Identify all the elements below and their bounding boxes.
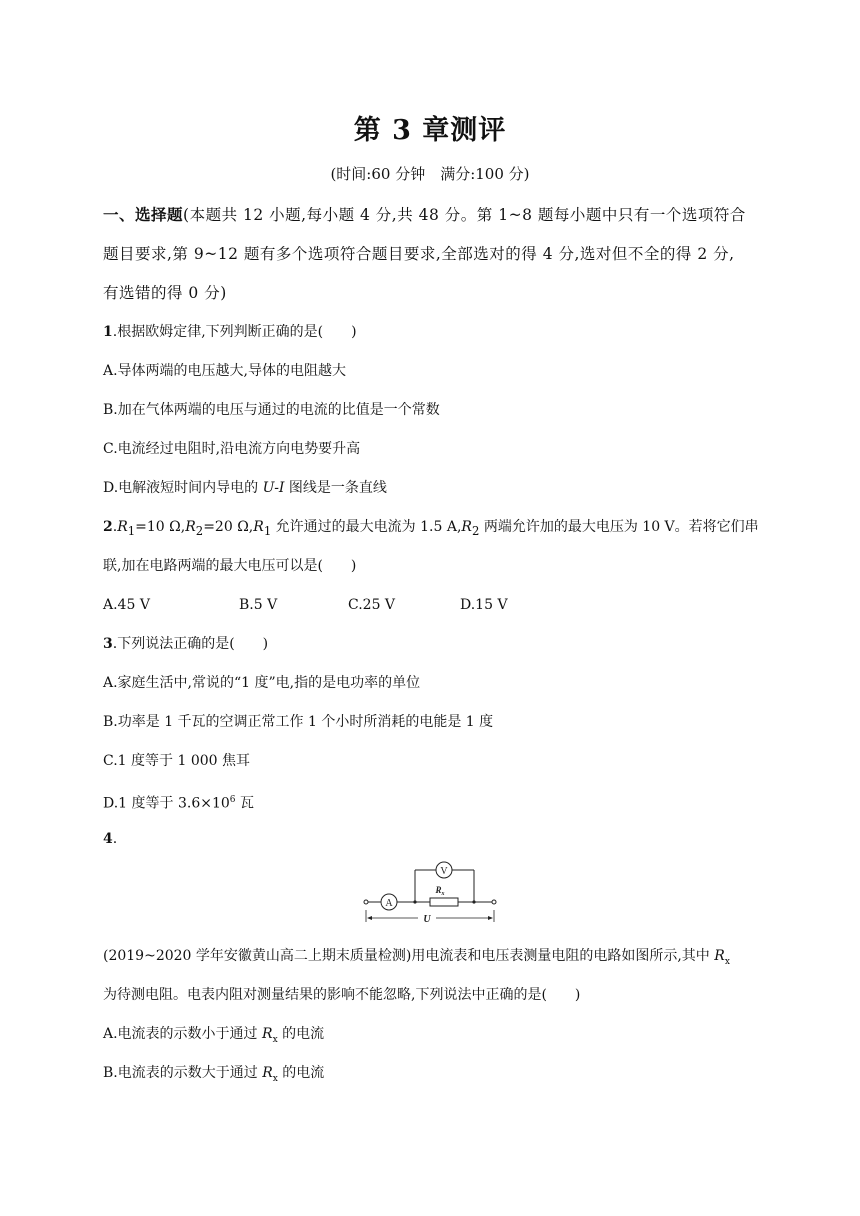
math-variable: R: [117, 519, 128, 535]
math-subscript: 2: [471, 523, 480, 538]
question-text: (2019~2020 学年安徽黄山高二上期末质量检测)用电流表和电压表测量电阻的电路如图所示,其中: [103, 948, 715, 964]
question-1-option-d: [103, 478, 763, 498]
math-superscript: 6: [229, 795, 236, 805]
arrow-left-icon: [367, 916, 372, 920]
question-4-stem-line-2: 为待测电阻。电表内阻对测量结果的影响不能忽略,下列说法中正确的是( ): [103, 987, 581, 1003]
section-instructions-line-3: 有选错的得 0 分): [103, 284, 227, 302]
question-number: 1: [103, 324, 113, 340]
question-text: .: [112, 831, 118, 847]
question-2-stem-line-2: 联,加在电路两端的最大电压可以是( ): [103, 558, 357, 574]
question-3-option-a: A.家庭生活中,常说的“1 度”电,指的是电功率的单位: [103, 675, 421, 691]
question-3-option-c: C.1 度等于 1 000 焦耳: [103, 753, 250, 769]
option-text: B.电流表的示数大于通过: [103, 1065, 263, 1081]
question-2-stem-line-1: $2.R_1=10$ $\Omega,R_2=20$ $\Omega,R_1$ 允许通过的最大电流为 1.5 $A,R_2$ 两端允许加的最大电压为 10 V。若将它们串: [103, 519, 759, 538]
question-3-stem: [103, 634, 763, 654]
math-variable: R: [714, 948, 725, 964]
resistor-label: $R_x$: [435, 885, 445, 897]
question-2-option-d: D.15 V: [460, 597, 508, 613]
section-instructions-line-1: (本题共 12 小题,每小题 4 分,共 48 分。第 1~8 题每小题中只有一个选项符合: [183, 206, 746, 224]
question-1-option-b: B.加在气体两端的电压与通过的电流的比值是一个常数: [103, 402, 440, 418]
section-heading: [103, 205, 763, 225]
question-2-option-b: B.5 V: [239, 597, 278, 613]
math-variable: R: [262, 1026, 273, 1042]
page-subtitle: (时间:60 分钟 满分:100 分): [330, 165, 530, 183]
math-subscript: 1: [127, 523, 136, 538]
resistor-icon: [430, 898, 458, 906]
question-1-option-a: A.导体两端的电压越大,导体的电阻越大: [103, 363, 347, 379]
math-variable: U-I: [262, 480, 285, 496]
math-subscript: x: [272, 1073, 278, 1084]
terminal-right: [492, 900, 496, 904]
question-number: 3: [103, 636, 113, 652]
section-instructions-line-2: 题目要求,第 9~12 题有多个选项符合题目要求,全部选对的得 4 分,选对但不全的得 2 分,: [103, 245, 735, 263]
question-text: =20 Ω,: [203, 519, 254, 535]
option-text: 的电流: [277, 1065, 325, 1081]
math-subscript: x: [724, 956, 730, 967]
question-2-option-a: A.45 V: [103, 597, 150, 613]
option-text: D.1 度等于 3.6×10: [103, 795, 230, 812]
arrow-right-icon: [488, 916, 493, 920]
question-1-stem: [103, 322, 763, 342]
question-number: 4: [103, 831, 113, 847]
option-text: D.电解液短时间内导电的: [103, 480, 263, 496]
option-text: 的电流: [277, 1026, 325, 1042]
math-variable: R: [185, 519, 196, 535]
question-4-number: [103, 829, 763, 849]
question-text: =10 Ω,: [135, 519, 186, 535]
math-subscript: 1: [263, 523, 272, 538]
page-title: 第 3 章测评: [353, 115, 507, 146]
question-1-option-c: C.电流经过电阻时,沿电流方向电势要升高: [103, 441, 361, 457]
option-text: 图线是一条直线: [284, 480, 387, 496]
question-3-option-b: B.功率是 1 千瓦的空调正常工作 1 个小时所消耗的电能是 1 度: [103, 714, 494, 730]
math-variable: R: [253, 519, 264, 535]
math-subscript: 2: [195, 523, 204, 538]
question-4-stem-line-1: [103, 946, 763, 972]
math-subscript: x: [272, 1034, 278, 1045]
question-number: 2: [103, 519, 113, 535]
question-text: .根据欧姆定律,下列判断正确的是( ): [112, 324, 357, 340]
section-label: 一、选择题: [103, 206, 184, 224]
voltage-label: U: [423, 914, 431, 925]
question-4-option-b: [103, 1063, 763, 1089]
voltmeter-label: V: [440, 866, 448, 877]
math-variable: R: [262, 1065, 273, 1081]
circuit-diagram: [360, 858, 500, 930]
question-text: 两端允许加的最大电压为 10 V。若将它们串: [479, 519, 759, 535]
question-text: 允许通过的最大电流为 1.5 A,: [271, 519, 462, 535]
math-variable: R: [461, 519, 472, 535]
question-2-option-c: C.25 V: [348, 597, 396, 613]
option-text: A.电流表的示数小于通过: [103, 1026, 263, 1042]
question-4-option-a: [103, 1024, 763, 1050]
ammeter-label: A: [385, 898, 393, 909]
option-text: 瓦: [235, 795, 254, 812]
question-text: .下列说法正确的是( ): [112, 636, 269, 652]
question-3-option-d: [103, 790, 763, 814]
terminal-left: [364, 900, 368, 904]
